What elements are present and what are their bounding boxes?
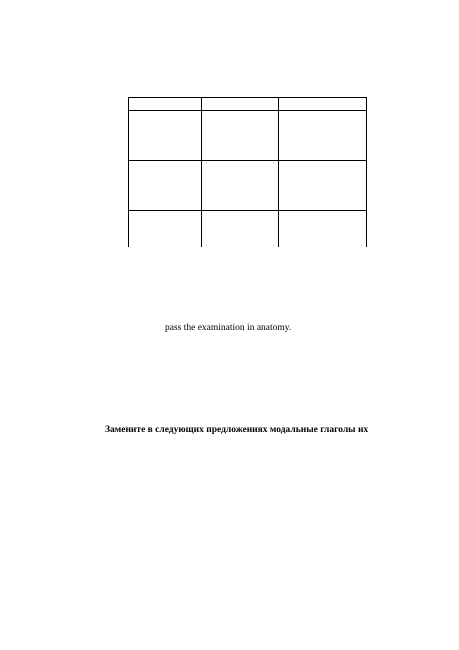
table-border-left	[128, 97, 129, 247]
table-divider-1	[201, 97, 202, 247]
table-border-right	[366, 97, 367, 247]
table-divider-2	[278, 97, 279, 247]
exercise-instruction: Замените в следующих предложениях модальные глаголы их	[105, 425, 369, 435]
empty-table	[128, 97, 367, 247]
table-rule-header	[128, 110, 367, 111]
text-line: pass the examination in anatomy.	[165, 323, 292, 333]
table-rule-row-1	[128, 160, 367, 161]
table-rule-top	[128, 97, 367, 98]
table-rule-row-2	[128, 210, 367, 211]
